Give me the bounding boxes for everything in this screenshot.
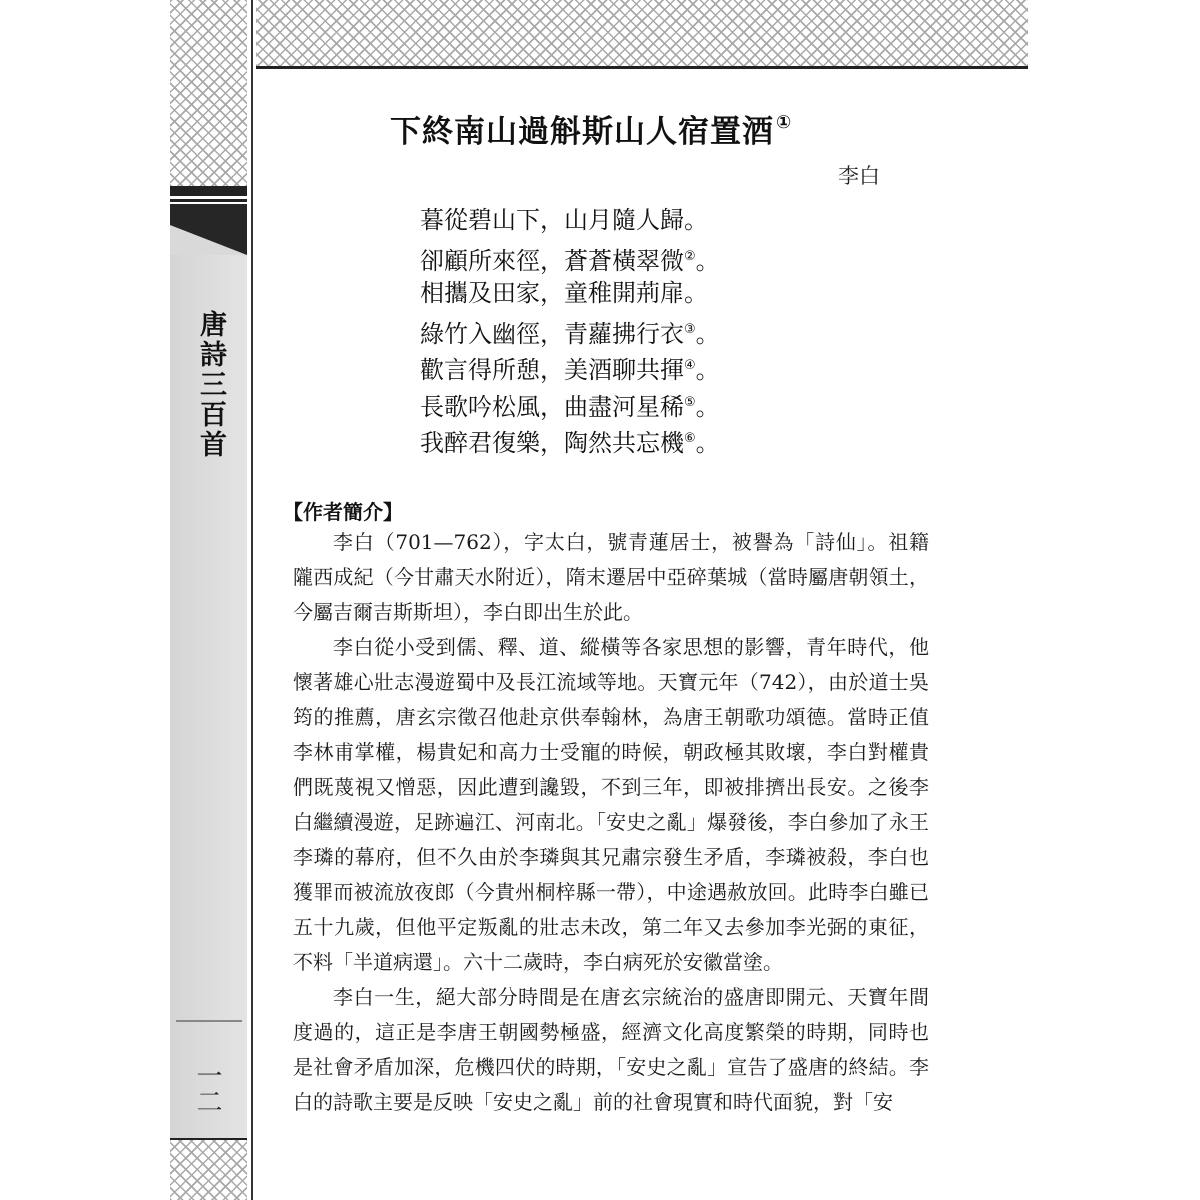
poem-line-punctuation: 。 (695, 356, 720, 384)
poem-line (420, 312, 720, 349)
poem-line-text: 卻顧所來徑，蒼蒼橫翠微 (420, 246, 684, 275)
poem-line-text: 長歌吟松風，曲盡河星稀 (420, 392, 684, 421)
top-divider-line (256, 66, 1028, 69)
side-bottom-decorative-pattern (170, 1140, 247, 1200)
author-intro-heading: 【作者簡介】 (283, 500, 403, 524)
page-left-border (251, 0, 253, 1200)
poem-line-punctuation: 。 (695, 319, 720, 348)
poem-line-note-mark: ⑥ (684, 431, 696, 446)
side-divider-thick (170, 186, 247, 196)
poem-line-punctuation: 。 (695, 246, 720, 275)
page-number: 一二 (192, 1062, 222, 1114)
side-divider-thin (170, 199, 247, 202)
poem-line-note-mark: ④ (684, 358, 696, 373)
poem-line-note-mark: ② (684, 248, 696, 264)
poem-line (420, 385, 720, 422)
poem-body (420, 202, 720, 458)
poem-line-text: 歡言得所憩，美酒聊共揮 (420, 356, 684, 384)
poem-line-text: 綠竹入幽徑，青蘿拂行衣 (420, 319, 684, 348)
side-top-decorative-pattern (170, 0, 247, 186)
poem-author: 李白 (838, 164, 880, 188)
poem-line-note-mark: ③ (684, 321, 696, 337)
poem-line (420, 202, 720, 239)
poem-line-text: 暮從碧山下，山月隨人歸。 (420, 206, 708, 234)
poem-line (420, 239, 720, 276)
author-intro-paragraph: 李白一生，絕大部分時間是在唐玄宗統治的盛唐即開元、天寶年間度過的，這正是李唐王朝國勢極盛，經濟文化高度繁榮的時期，同時也是社會矛盾加深，危機四伏的時期，「安史之亂」宣告了盛唐的終結。李白的詩歌主要是反映「安史之亂」前的社會現實和時代面貌，對「安 (293, 985, 929, 1114)
poem-title-note-mark: ① (776, 112, 793, 133)
poem-line-punctuation: 。 (695, 429, 720, 457)
poem-title-text: 下終南山過斛斯山人宿置酒 (390, 114, 774, 150)
poem-line-text: 相攜及田家，童稚開荊扉。 (420, 279, 708, 307)
author-intro-body (293, 525, 929, 1120)
top-decorative-band (256, 0, 1028, 66)
poem-line (420, 421, 720, 458)
poem-line (420, 348, 720, 385)
author-intro-paragraph: 李白（701—762），字太白，號青蓮居士，被譽為「詩仙」。祖籍隴西成紀（今甘肅天水附近），隋末遷居中亞碎葉城（當時屬唐朝領土，今屬吉爾吉斯斯坦），李白即出生於此。 (293, 530, 929, 624)
book-side-title: 唐詩三百首 (195, 310, 226, 460)
side-page-number-divider (176, 1020, 242, 1022)
poem-title (390, 106, 792, 151)
author-intro-paragraph: 李白從小受到儒、釋、道、縱橫等各家思想的影響，青年時代，他懷著雄心壯志漫遊蜀中及長江流域等地。天寶元年（742），由於道士吳筠的推薦，唐玄宗徵召他赴京供奉翰林，為唐王朝歌功頌德。當時正值李林甫掌權，楊貴妃和高力士受寵的時候，朝政極其敗壞，李白對權貴們既蔑視又憎惡，因此遭到讒毀，不到三年，即被排擠出長安。之後李白繼續漫遊，足跡遍江、河南北。「安史之亂」爆發後，李白參加了永王李璘的幕府，但不久由於李璘與其兄肅宗發生矛盾，李璘被殺，李白也獲罪而被流放夜郎（今貴州桐梓縣一帶），中途遇赦放回。此時李白雖已五十九歲，但他平定叛亂的壯志未改，第二年又去參加李光弼的東征，不料「半道病還」。六十二歲時，李白病死於安徽當塗。 (293, 635, 929, 974)
poem-line-note-mark: ⑤ (684, 394, 696, 410)
poem-line (420, 275, 720, 312)
poem-line-punctuation: 。 (695, 392, 720, 421)
poem-line-text: 我醉君復樂，陶然共忘機 (420, 429, 684, 457)
